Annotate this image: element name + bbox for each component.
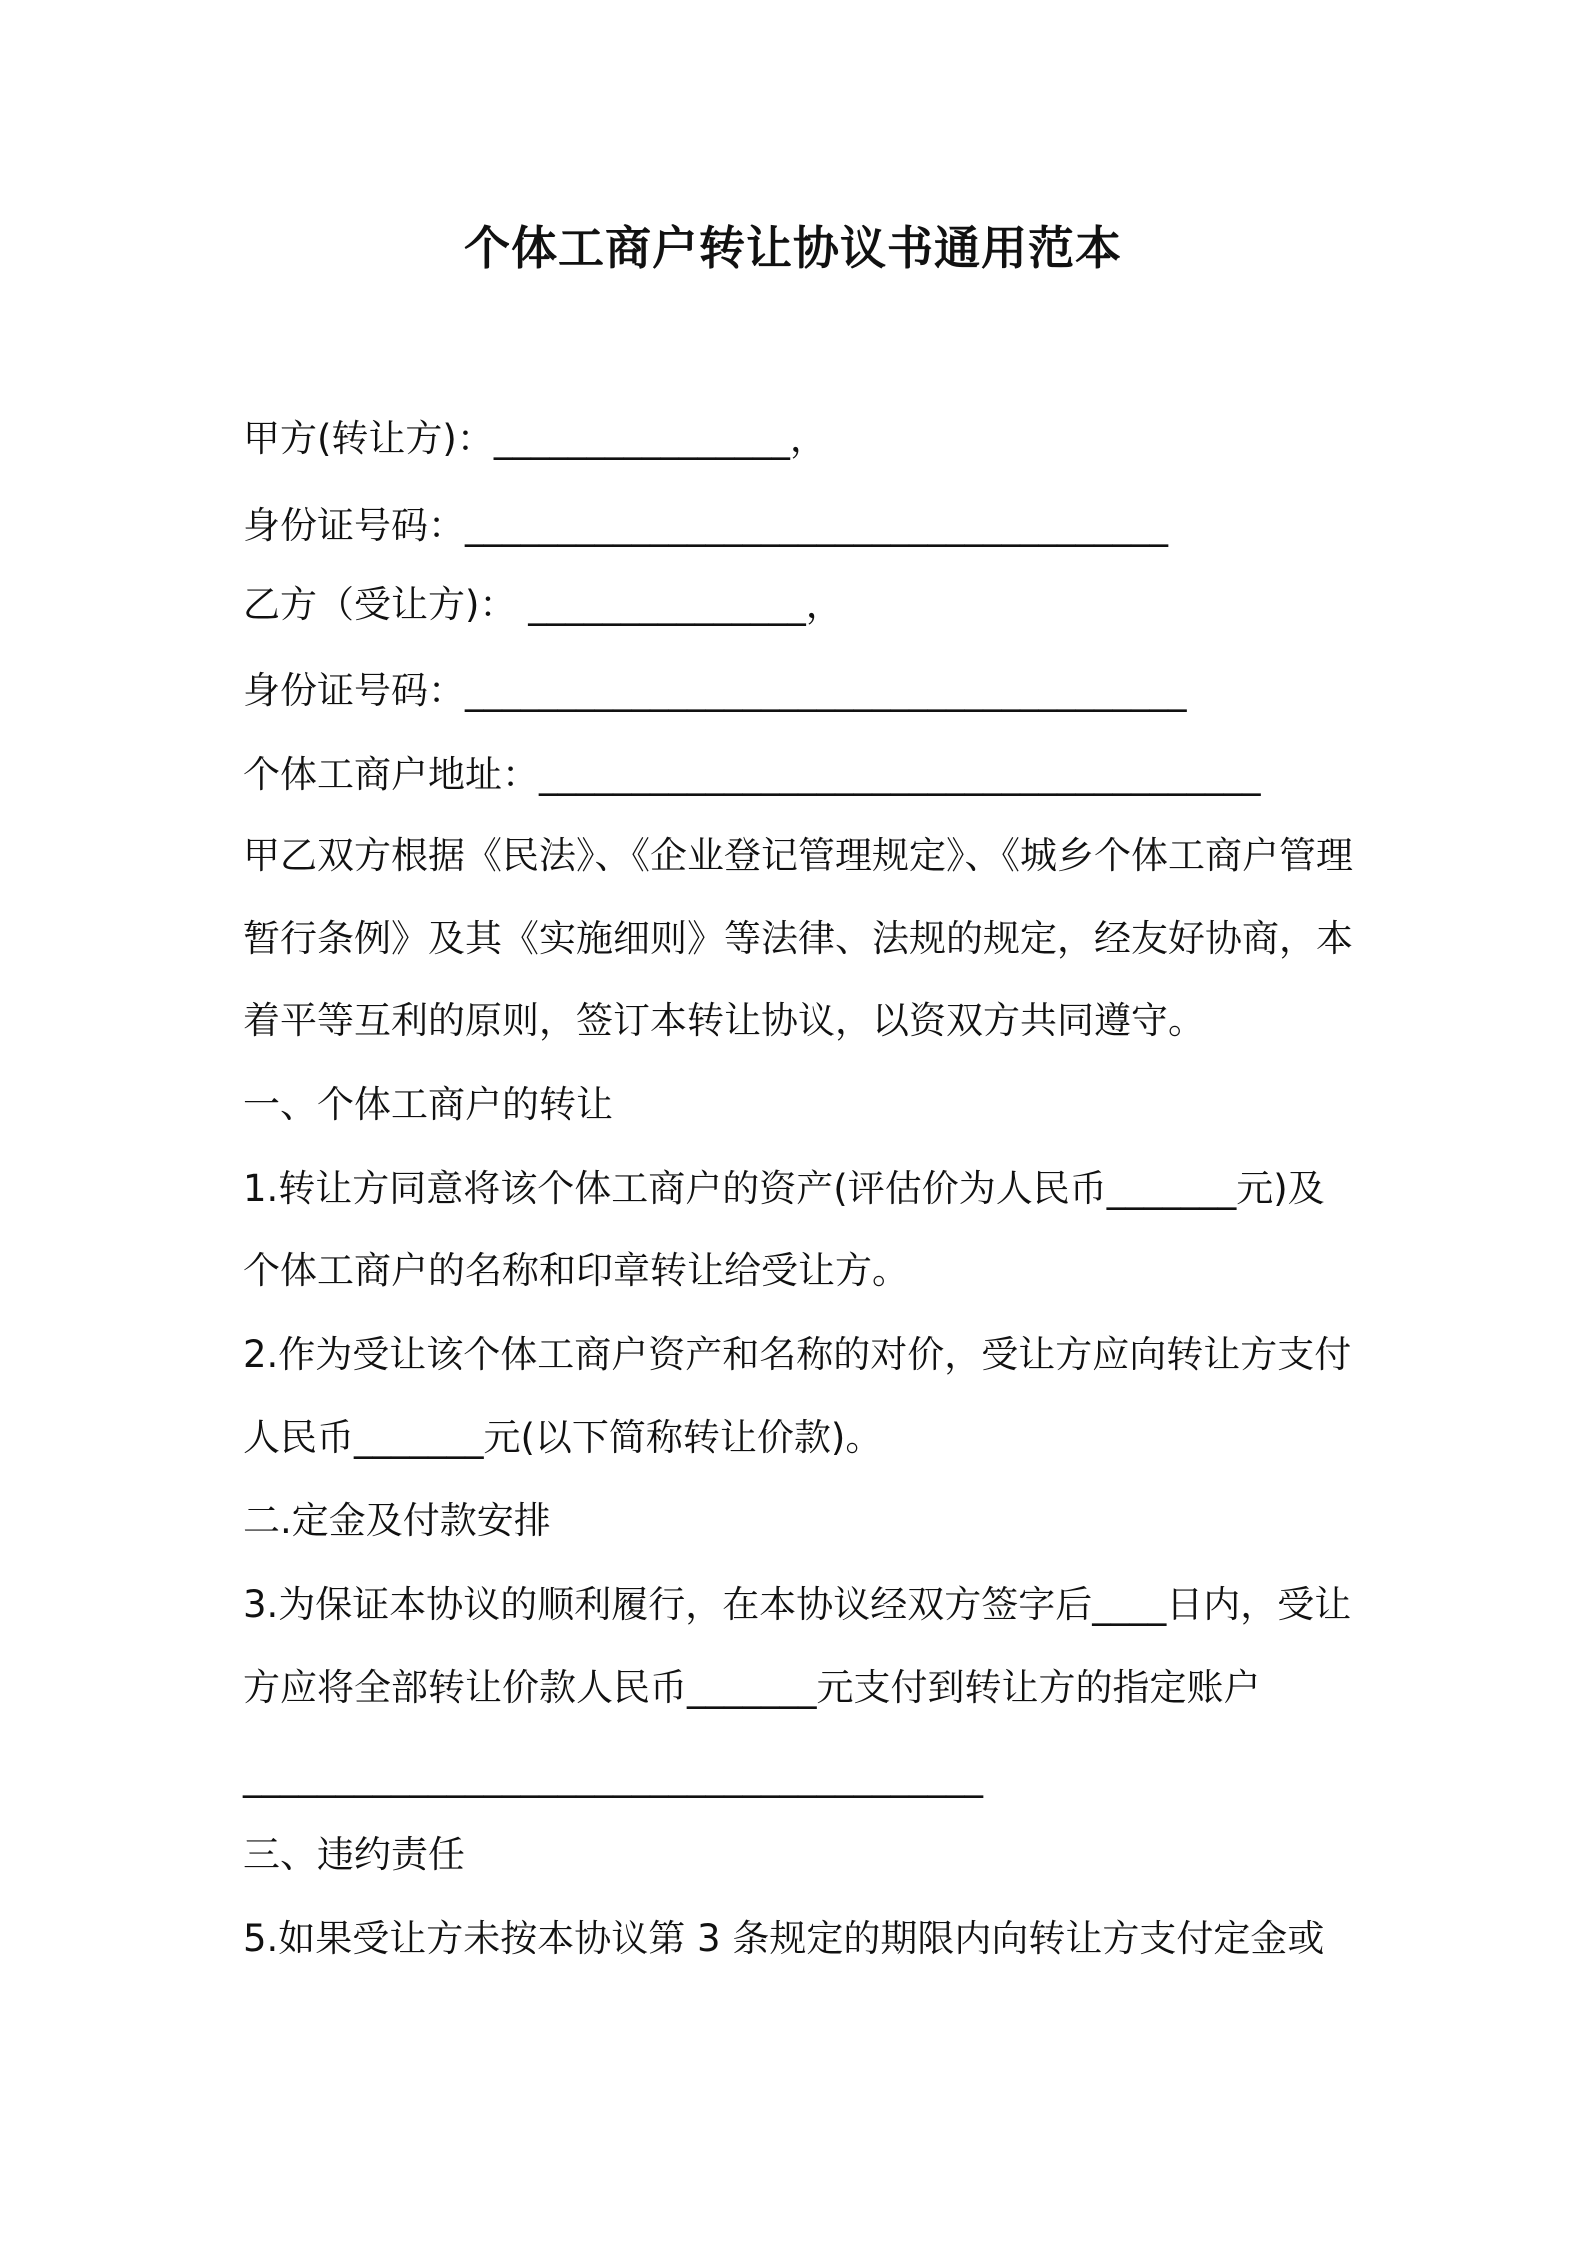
- section-3-heading: 三、违约责任: [243, 1833, 465, 1876]
- clause-2-line-2: 人民币_______元(以下简称转让价款)。: [243, 1416, 883, 1459]
- section-2-heading: 二.定金及付款安排: [243, 1499, 551, 1542]
- clause-1-line-1: 1.转让方同意将该个体工商户的资产(评估价为人民币_______元)及: [243, 1167, 1325, 1210]
- clause-2-line-1: 2.作为受让该个体工商户资产和名称的对价，受让方应向转让方支付: [243, 1333, 1352, 1376]
- intro-paragraph-line-2: 暂行条例》及其《实施细则》等法律、法规的规定，经友好协商，本: [243, 917, 1353, 960]
- party-a-id-line: 身份证号码：______________________________________: [243, 504, 1168, 547]
- clause-3-line-1: 3.为保证本协议的顺利履行，在本协议经双方签字后____日内，受让: [243, 1583, 1352, 1626]
- clause-3-line-2: 方应将全部转让价款人民币_______元支付到转让方的指定账户: [243, 1666, 1261, 1709]
- section-1-heading: 一、个体工商户的转让: [243, 1083, 613, 1126]
- clause-3-line-3: ________________________________________: [243, 1755, 983, 1798]
- party-a-line: 甲方(转让方)：________________，: [243, 417, 827, 460]
- clause-1-line-2: 个体工商户的名称和印章转让给受让方。: [243, 1249, 909, 1292]
- party-b-line: 乙方（受让方)： _______________，: [243, 583, 843, 626]
- document-title: 个体工商户转让协议书通用范本: [464, 221, 1122, 275]
- party-b-id-line: 身份证号码：_______________________________________: [243, 669, 1187, 712]
- address-line: 个体工商户地址：_______________________________________: [243, 753, 1261, 796]
- intro-paragraph-line-3: 着平等互利的原则，签订本转让协议，以资双方共同遵守。: [243, 999, 1205, 1042]
- intro-paragraph-line-1: 甲乙双方根据《民法》、《企业登记管理规定》、《城乡个体工商户管理: [243, 834, 1353, 877]
- clause-5-line-1: 5.如果受让方未按本协议第 3 条规定的期限内向转让方支付定金或: [243, 1917, 1325, 1960]
